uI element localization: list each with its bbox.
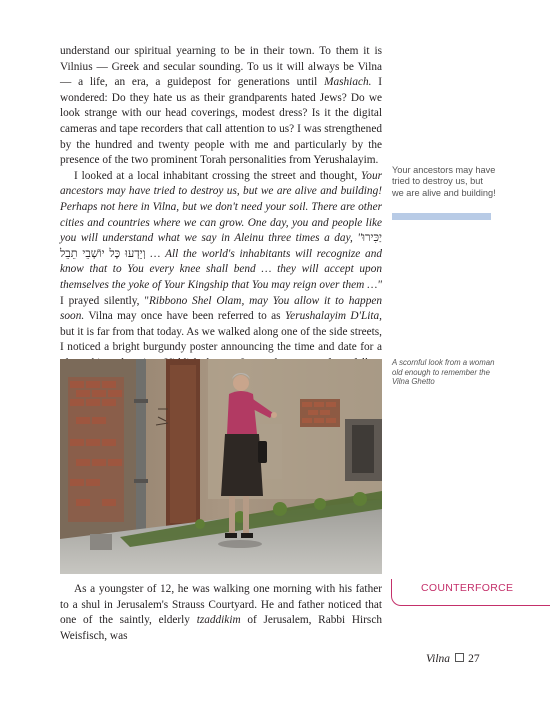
text-run: I looked at a local inhabitant crossing the street and thought, [74,169,362,182]
text-run: All the world's inhabitants will recognize and know that to You every knee shall bend … they will accept upon themselves the yoke of Your Kingship that You may reign over them …" [60,247,382,291]
photo-caption: A scornful look from a woman old enough to remember the Vilna Ghetto [392,358,495,386]
text-run: Yerushalayim D'Lita, [284,310,382,323]
paragraph [60,582,382,644]
text-run: Vilna may once have been referred to as [84,310,285,323]
text-run: understand our spiritual yearning to be in their town. To them it is Vilnius — Greek and secular sounding. To us it will always be Vilna — a life, an era, a guidepost for generations until [60,45,382,89]
text-run: but it is far from that today. As we walked along one of the side streets, I noticed a bright burgundy poster announcing the time and date for a [60,325,382,354]
hebrew-text: יַכִּירוּ וְיֵדְעוּ כָּל יוֹשְׁבֵי תֵבֵל [60,232,382,260]
separator-box [455,653,464,662]
body-text-lower [60,582,382,644]
section-label: COUNTERFORCE [421,582,514,594]
page-number: 27 [468,653,480,665]
street-photo [60,359,382,574]
text-run: Mashiach. [324,76,372,89]
paragraph [60,44,382,169]
pull-quote: Your ancestors may have tried to destroy us, but we are alive and building! [392,165,496,198]
text-run: I prayed silently, " [60,294,149,307]
text-run: As a youngster of 12, he was walking one morning with his father to a shul in Jerusalem's Strauss Courtyard. He and father noticed that one of the saintly, elderly [60,583,382,627]
text-run: of Jerusalem, Rabbi Hirsch Weisfisch, was [60,614,382,642]
text-run: I wondered: Do they hate us as their grandparents hated Jews? Do we look strange with our head coverings, modest dress? Is it the digital cameras and tape recorders that call attention to us? I was strengthened by the hundred and twenty people with me and particularly by the presence of the two prominent Torah personalities from Yerushalayim. [60,76,383,167]
body-text-upper [60,44,382,403]
text-run: … [145,247,166,260]
page-footer [426,653,480,665]
text-run: Ribbono Shel Olam, may You allow it to happen soon. [60,294,383,323]
running-title: Vilna [426,653,451,665]
text-run: tzaddikim [196,614,241,627]
pull-quote-bar [392,213,491,220]
text-run: Your ancestors may have tried to destroy us, but we are alive and building! Perhaps not here in Vilna, but we don't need your soil. There are other cities and countries where we can grow. One day, you and people like you will understand what we say in Aleinu three times a day, " [60,169,382,245]
